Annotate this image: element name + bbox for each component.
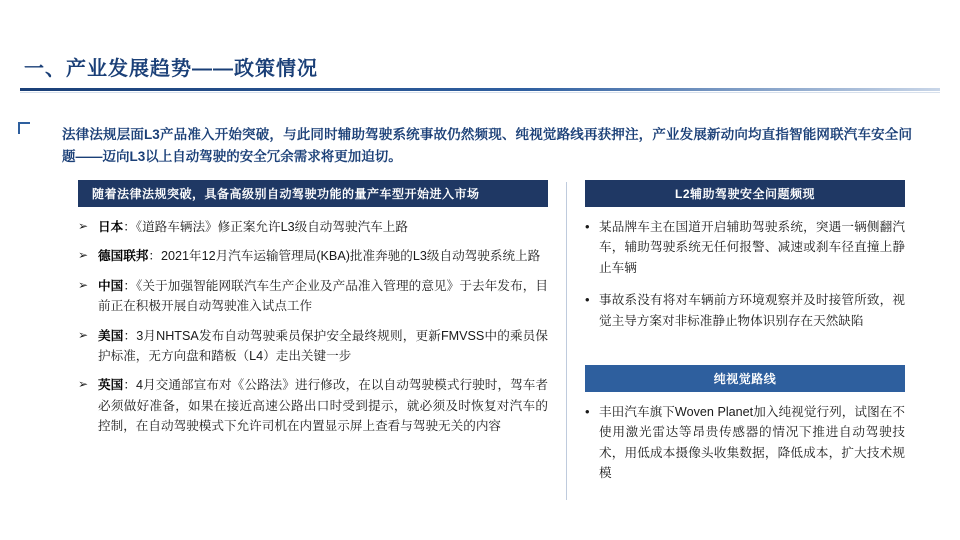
list-item	[78, 217, 548, 237]
bullet-dot-icon: •	[585, 219, 590, 234]
list-item-text: 某品牌车主在国道开启辅助驾驶系统，突遇一辆侧翻汽车，辅助驾驶系统无任何报警、减速或刹车径直撞上静止车辆	[599, 220, 905, 275]
left-column	[78, 180, 548, 446]
list-item-sep: ：	[123, 220, 136, 234]
list-item	[585, 217, 905, 278]
bullet-arrow-icon: ➢	[78, 248, 89, 263]
title-divider-thin	[20, 92, 940, 93]
column-divider	[566, 182, 567, 500]
lead-paragraph: 法律法规层面L3产品准入开始突破，与此同时辅助驾驶系统事故仍然频现、纯视觉路线再获押注，产业发展新动向均直指智能网联汽车安全问题——迈向L3以上自动驾驶的安全冗余需求将更加迫切。	[62, 127, 912, 165]
list-item-sep: ：	[148, 249, 161, 264]
list-item-text: 事故系没有将对车辆前方环境观察并及时接管所致，视觉主导方案对非标准静止物体识别存在天然缺陷	[599, 293, 905, 328]
list-item	[78, 375, 548, 436]
left-bullet-list	[78, 217, 548, 437]
list-item-lead: 日本	[98, 220, 124, 234]
list-item-text: 丰田汽车旗下Woven Planet加入纯视觉行列，试图在不使用激光雷达等昂贵传感器的情况下推进自动驾驶技术，用低成本摄像头收集数据，降低成本，扩大技术规模	[599, 404, 905, 481]
bullet-arrow-icon: ➢	[78, 219, 89, 233]
page-title-text: 一、产业发展趋势——政策情况	[24, 58, 318, 80]
bullet-arrow-icon: ➢	[78, 277, 89, 292]
list-item-lead: 英国	[98, 378, 124, 393]
right-section-heading-bottom: 纯视觉路线	[585, 365, 905, 392]
list-item-text: 4月交通部宣布对《公路法》进行修改，在以自动驾驶模式行驶时，驾车者必须做好准备，如果在接近高速公路出口时受到提示，就必须及时恢复对汽车的控制，在自动驾驶模式下允许司机在内置显示屏上查看与驾驶无关的内容	[98, 378, 549, 434]
bullet-dot-icon: •	[585, 292, 590, 308]
list-item-lead: 中国	[98, 278, 124, 293]
right-bullet-list-bottom	[585, 402, 905, 484]
bullet-dot-icon: •	[585, 403, 590, 419]
list-item	[585, 402, 905, 484]
left-section-heading: 随着法律法规突破，具备高级别自动驾驶功能的量产车型开始进入市场	[78, 180, 548, 207]
list-item-sep: ：	[123, 378, 136, 393]
list-item-text: 《关于加强智能网联汽车生产企业及产品准入管理的意见》于去年发布，目前正在积极开展自动驾驶准入试点工作	[98, 278, 549, 314]
right-section-heading-top: L2辅助驾驶安全问题频现	[585, 180, 905, 207]
title-divider	[20, 88, 940, 91]
list-item	[78, 326, 548, 367]
right-bullet-list-top	[585, 217, 905, 331]
right-column	[585, 180, 905, 496]
list-item-lead: 德国联邦	[98, 249, 149, 264]
list-item-lead: 美国	[98, 328, 124, 343]
corner-accent-icon	[18, 122, 30, 134]
list-item	[78, 246, 548, 266]
list-item-sep: ：	[123, 328, 137, 343]
list-item	[585, 290, 905, 331]
bullet-arrow-icon: ➢	[78, 377, 89, 392]
list-item-sep: ：	[123, 278, 137, 293]
list-item-text: 2021年12月汽车运输管理局(KBA)批准奔驰的L3级自动驾驶系统上路	[160, 249, 541, 264]
bullet-arrow-icon: ➢	[78, 327, 89, 342]
right-column-spacer	[585, 343, 905, 365]
page-title	[24, 52, 318, 81]
list-item	[78, 276, 548, 317]
footer-bar	[0, 530, 960, 540]
list-item-text: 3月NHTSA发布自动驾驶乘员保护安全最终规则，更新FMVSS中的乘员保护标准，无方向盘和踏板（L4）走出关键一步	[98, 328, 549, 363]
list-item-text: 《道路车辆法》修正案允许L3级自动驾驶汽车上路	[135, 220, 408, 234]
